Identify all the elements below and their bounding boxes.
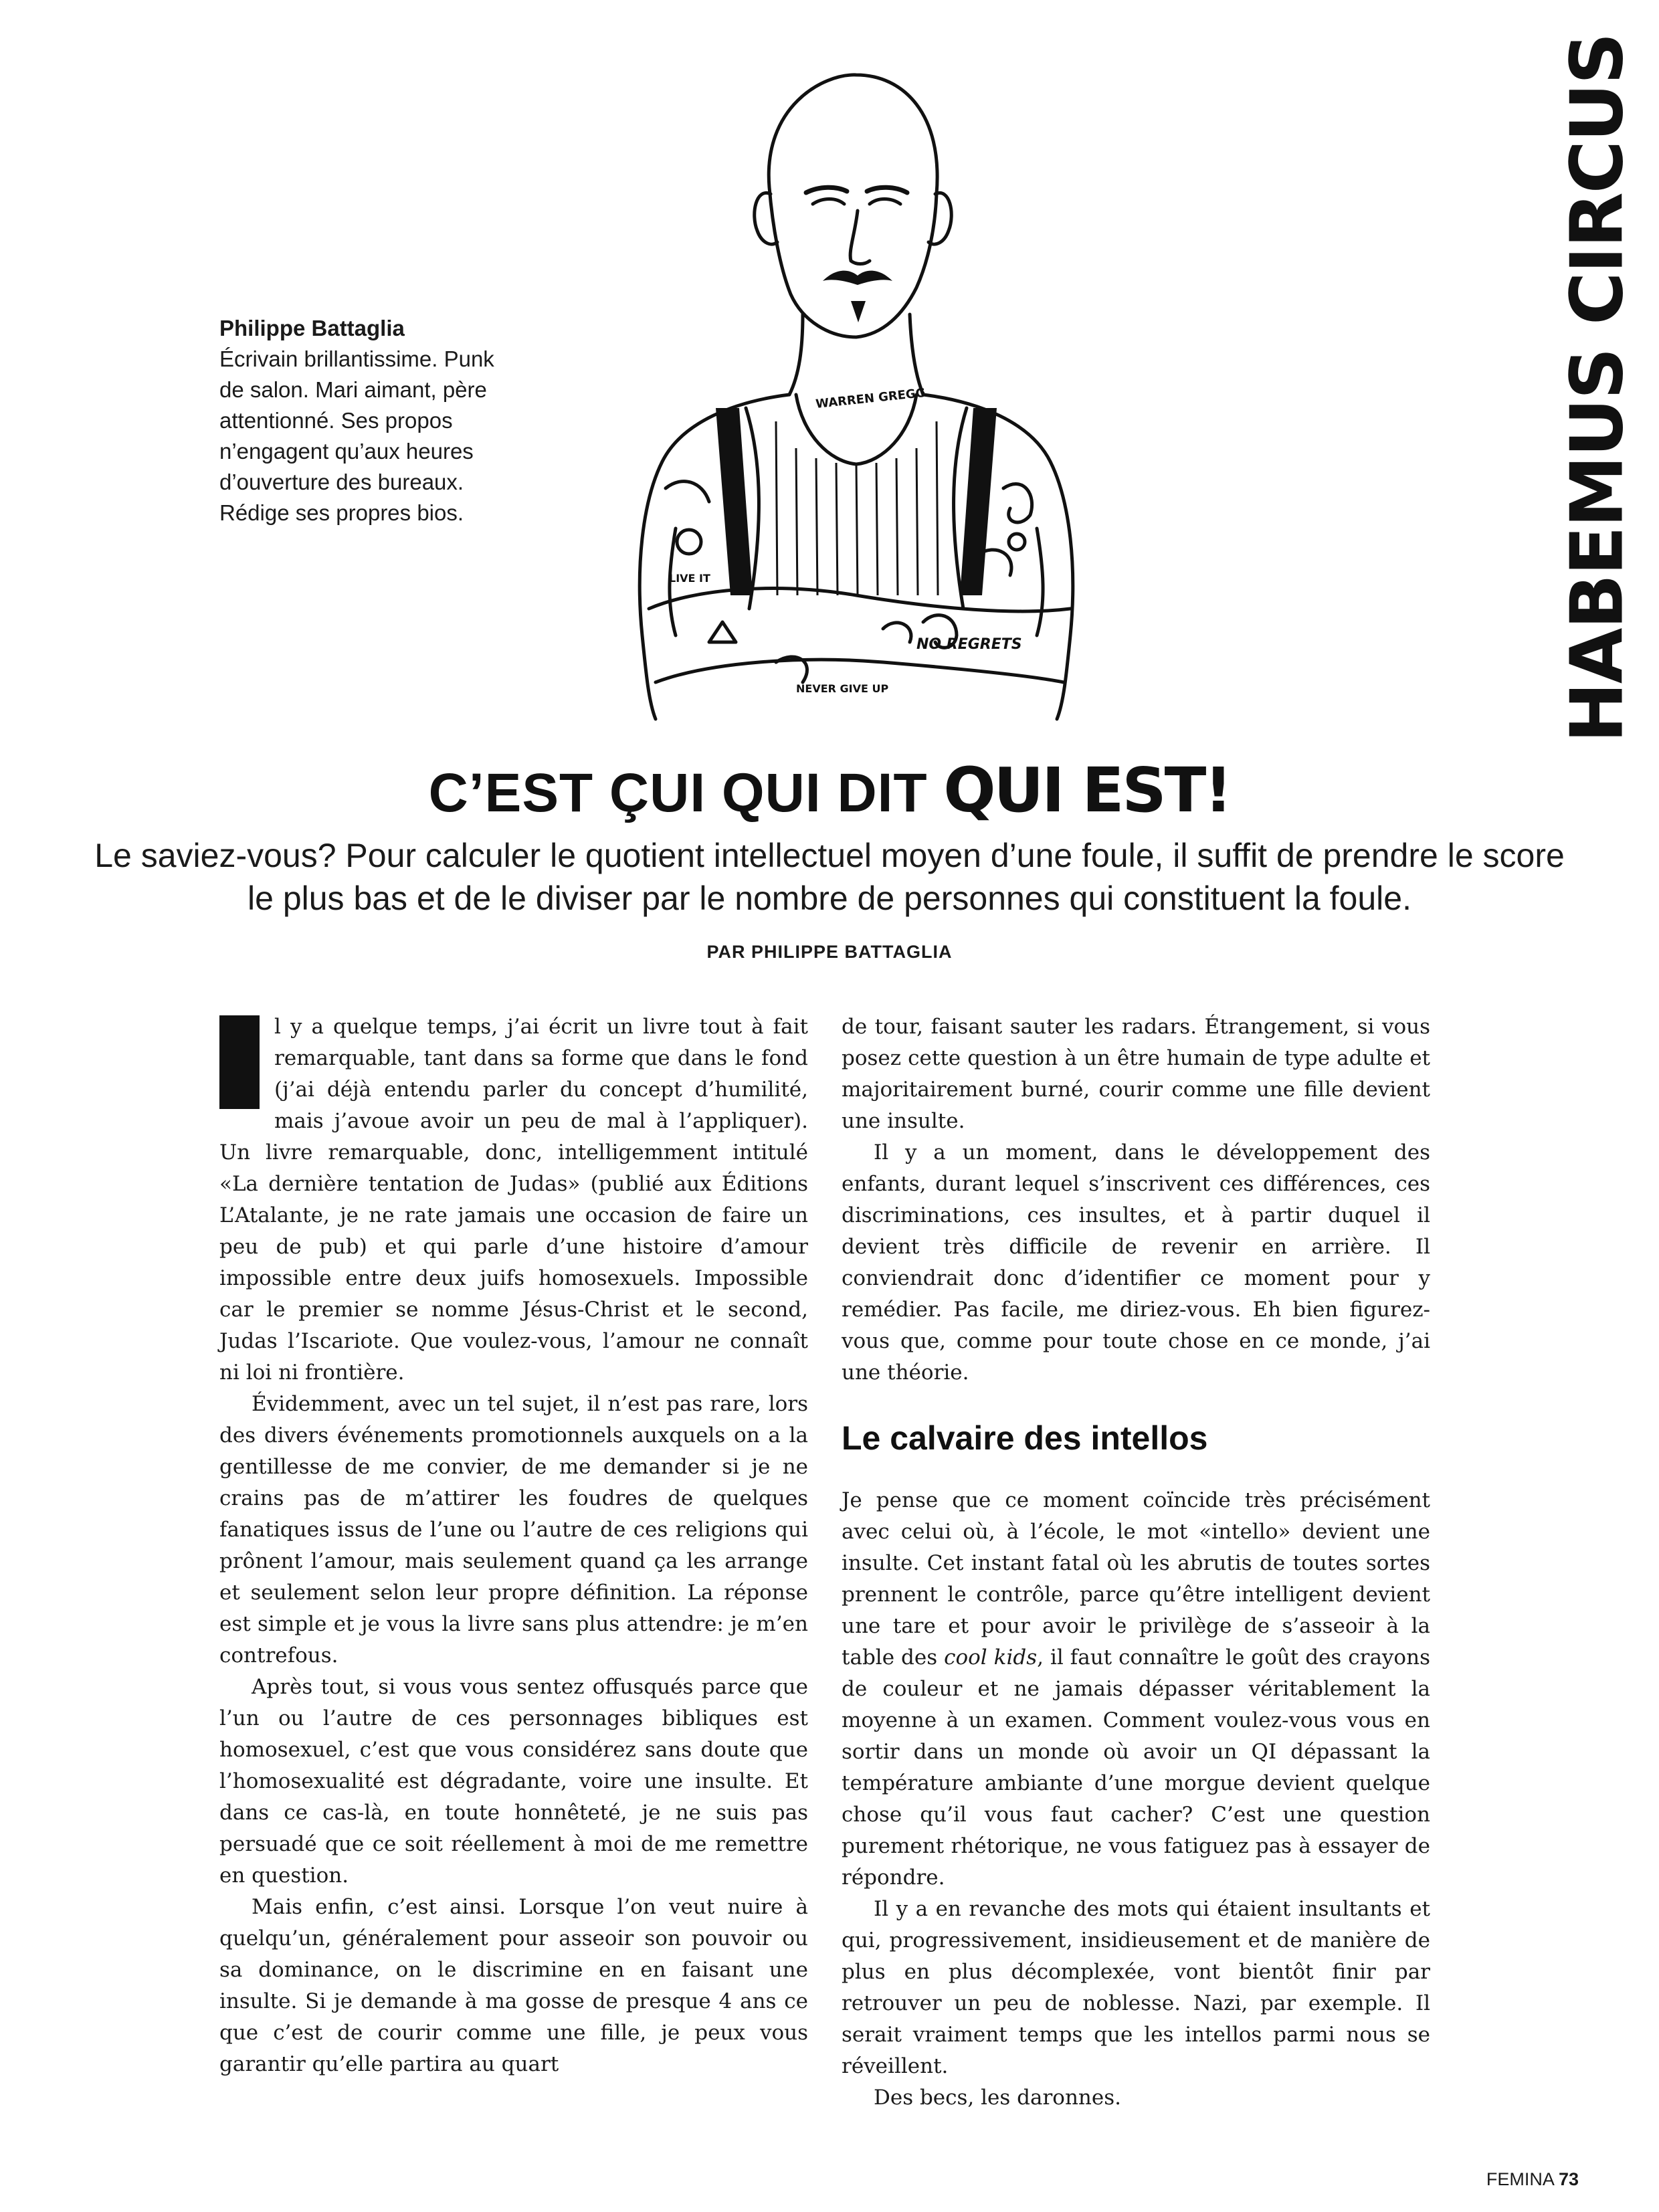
byline: PAR PHILIPPE BATTAGLIA xyxy=(706,942,953,962)
article-paragraph: Mais enfin, c’est ainsi. Lorsque l’on veut nuire à quelqu’un, généralement pour asseoir son pouvoir ou sa dominance, on le discrimine en en faisant une insulte. Si je demande à ma gosse de presque 4 ans ce que c’est de courir comme une fille, je peux vous garantir qu’elle partira au quart xyxy=(219,1895,808,2076)
paragraph-text: Je pense que ce moment coïncide très précisément avec celui où, à l’école, le mot «intello» devient une insulte. Cet instant fatal où les abrutis de toutes sortes prennent le contrôle, parce qu’être intelligent devient une tare et pour avoir le privilège de s’asseoir à la table des xyxy=(842,1488,1430,1670)
paragraph-text: , il faut connaître le goût des crayons de couleur et ne jamais dépasser véritablement la moyenne à un examen. Comment voulez-vous vous en sortir dans un monde où avoir un QI dépassant la température ambiante d’une morgue devient quelque chose qu’il vous faut cacher? C’est une question purement rhétorique, ne vous fatiguez pas à essayer de répondre. xyxy=(842,1645,1430,1890)
headline-part-2: QUI EST! xyxy=(943,755,1231,826)
tattoo-text-4: LIVE IT xyxy=(669,572,710,585)
author-name: Philippe Battaglia xyxy=(219,316,405,340)
article-column-right xyxy=(842,1011,1430,2114)
article-paragraph: de tour, faisant sauter les radars. Étrangement, si vous posez cette question à un être humain de type adulte et majoritairement burné, courir comme une fille devient une insulte. xyxy=(842,1015,1430,1133)
article-paragraph xyxy=(842,1485,1430,1894)
paragraph-text: l y a quelque temps, j’ai écrit un livre tout à fait remarquable, tant dans sa forme que dans le fond (j’ai déjà entendu parler du concept d’humilité, mais j’avoue avoir un peu de mal à l’appliquer). Un livre remarquable, donc, intelligemment intitulé «La dernière tentation de Judas» (publié aux Éditions L’Atalante, je ne rate jamais une occasion de faire un peu de pub) et qui parle d’une histoire d’amour impossible entre deux juifs homosexuels. Impossible car le premier se nomme Jésus-Christ et le second, Judas l’Iscariote. Que voulez-vous, l’amour ne connaît ni loi ni frontière. xyxy=(219,1015,808,1385)
drop-cap xyxy=(219,1015,260,1109)
article-paragraph: Après tout, si vous vous sentez offusqués parce que l’un ou l’autre de ces personnages bibliques est homosexuel, c’est que vous considérez sans doute que l’homosexualité est dégradante, voire une insulte. Et dans ce cas-là, en toute honnêteté, je ne suis pas persuadé que ce soit réellement à moi de me remettre en question. xyxy=(219,1675,808,1888)
headline xyxy=(0,755,1659,826)
author-bio-text: Écrivain brillantissime. Punk de salon. Mari aimant, père attentionné. Ses propos n’engagent qu’aux heures d’ouverture des bureaux. Rédige ses propres bios. xyxy=(219,346,494,525)
article-subheading: Le calvaire des intellos xyxy=(842,1419,1208,1457)
article-paragraph: Évidemment, avec un tel sujet, il n’est pas rare, lors des divers événements promotionnels auxquels on a la gentillesse de me convier, de me demander si je ne crains pas de m’attirer les foudres de quelques fanatiques issus de l’une ou l’autre de ces religions qui prônent l’amour, mais seulement quand ça les arrange et seulement selon leur propre définition. La réponse est simple et je vous la livre sans plus attendre: je m’en contrefous. xyxy=(219,1392,808,1668)
emphasis-text: cool kids xyxy=(944,1645,1038,1670)
section-rubric xyxy=(1555,33,1640,742)
article-paragraph: Des becs, les daronnes. xyxy=(874,2086,1122,2110)
tattooed-man-illustration xyxy=(602,60,1097,722)
tattoo-text-2: NO REGRETS xyxy=(916,636,1022,653)
magazine-name: FEMINA xyxy=(1486,2169,1554,2189)
rubric-label: HABEMUS CIRCUS xyxy=(1555,33,1640,742)
tattoo-text-1: WARREN GREGG xyxy=(815,385,926,411)
tattoo-text-3: NEVER GIVE UP xyxy=(796,682,889,695)
article-paragraph: Il y a en revanche des mots qui étaient insultants et qui, progressivement, insidieusement et de manière de plus en plus décomplexée, vont bientôt finir par retrouver un peu de noblesse. Nazi, par exemple. Il serait vraiment temps que les intellos parmi nous se réveillent. xyxy=(842,1897,1430,2078)
article-column-left xyxy=(219,1011,808,2080)
headline-part-1: C’EST ÇUI QUI DIT xyxy=(428,763,944,823)
author-bio xyxy=(219,313,500,528)
standfirst: Le saviez-vous? Pour calculer le quotient intellectuel moyen d’une foule, il suffit de prendre le score le plus bas et de le diviser par le nombre de personnes qui constituent la foule. xyxy=(94,837,1565,917)
article-paragraph: Il y a un moment, dans le développement des enfants, durant lequel s’inscrivent ces différences, ces discriminations, ces insultes, et à partir duquel il devient très difficile de revenir en arrière. Il conviendrait donc d’identifier ce moment pour y remédier. Pas facile, me diriez-vous. Eh bien figurez-vous que, comme pour toute chose en ce monde, j’ai une théorie. xyxy=(842,1140,1430,1385)
page-number: 73 xyxy=(1558,2169,1579,2189)
page-folio xyxy=(1445,2169,1579,2190)
article-paragraph xyxy=(219,1011,808,1389)
